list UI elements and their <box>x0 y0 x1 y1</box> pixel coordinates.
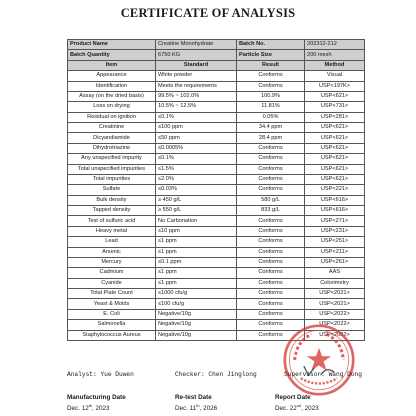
item-cell: Sulfate <box>68 185 156 195</box>
standard-cell: ≤0.03% <box>156 185 237 195</box>
item-cell: Residual on ignition <box>68 112 156 122</box>
table-row <box>68 102 365 112</box>
column-header-row <box>68 60 365 70</box>
retest-date-label: Re-test Date <box>175 394 212 401</box>
table-row <box>68 154 365 164</box>
company-seal-icon <box>281 322 357 398</box>
standard-cell: ≤0.0005% <box>156 143 237 153</box>
method-cell: USP<616> <box>305 206 365 216</box>
method-cell: USP<271> <box>305 216 365 226</box>
analysis-table <box>67 39 365 341</box>
info-value: Creatine Monohydrate <box>156 40 237 50</box>
info-value: 200 mesh <box>305 50 365 60</box>
method-cell: USP<621> <box>305 174 365 184</box>
table-row <box>68 91 365 101</box>
table-row <box>68 309 365 319</box>
info-value: 202312-212 <box>305 40 365 50</box>
standard-cell: 99.5% ~ 102.0% <box>156 91 237 101</box>
method-cell: Colorimetry <box>305 278 365 288</box>
item-cell: Lead <box>68 237 156 247</box>
method-cell: USP<2021> <box>305 289 365 299</box>
table-row <box>68 164 365 174</box>
item-cell: Test of sulfuric acid <box>68 216 156 226</box>
item-cell: Cyanide <box>68 278 156 288</box>
standard-cell: ≤10 ppm <box>156 226 237 236</box>
standard-cell: ≤1.5% <box>156 164 237 174</box>
result-cell: Conforms <box>237 309 305 319</box>
table-row <box>68 268 365 278</box>
table-row <box>68 195 365 205</box>
method-cell: USP<616> <box>305 195 365 205</box>
result-cell: Conforms <box>237 143 305 153</box>
table-row <box>68 81 365 91</box>
standard-cell: ≤0.1 ppm <box>156 257 237 267</box>
table-row <box>68 143 365 153</box>
result-cell: Conforms <box>237 164 305 174</box>
item-cell: Staphylococcus Aureus <box>68 330 156 340</box>
retest-date: Dec. 11th, 2026 <box>175 402 218 412</box>
column-header: Item <box>68 60 156 70</box>
table-row <box>68 226 365 236</box>
result-cell: Conforms <box>237 71 305 81</box>
standard-cell: ≤1 ppm <box>156 268 237 278</box>
method-cell: USP<2022> <box>305 330 365 340</box>
item-cell: Total unspecified impurities <box>68 164 156 174</box>
table-row <box>68 123 365 133</box>
info-label: Batch Quantity <box>68 50 156 60</box>
manufacturing-date: Dec. 12th, 2023 <box>67 402 110 412</box>
standard-cell: Meets the requirements <box>156 81 237 91</box>
standard-cell: ≤0.1% <box>156 112 237 122</box>
standard-cell: ≤0.1% <box>156 154 237 164</box>
item-cell: Dihydrotriazine <box>68 143 156 153</box>
column-header: Standard <box>156 60 237 70</box>
info-label: Batch No. <box>237 40 305 50</box>
result-cell: Conforms <box>237 216 305 226</box>
info-value: 6750 KG <box>156 50 237 60</box>
item-cell: Bulk density <box>68 195 156 205</box>
method-cell: USP<621> <box>305 133 365 143</box>
result-cell: Conforms <box>237 299 305 309</box>
method-cell: USP<231> <box>305 226 365 236</box>
result-cell: Conforms <box>237 174 305 184</box>
report-date: Dec. 22nd, 2023 <box>275 402 319 412</box>
item-cell: Cadmium <box>68 268 156 278</box>
standard-cell: Negative/10g <box>156 330 237 340</box>
method-cell: AAS <box>305 268 365 278</box>
item-cell: Heavy metal <box>68 226 156 236</box>
table-row <box>68 237 365 247</box>
column-header: Method <box>305 60 365 70</box>
standard-cell: Negative/10g <box>156 320 237 330</box>
result-cell: 28.4 ppm <box>237 133 305 143</box>
info-row <box>68 50 365 60</box>
table-row <box>68 299 365 309</box>
method-cell: USP<211> <box>305 247 365 257</box>
result-cell: 100.9% <box>237 91 305 101</box>
table-row <box>68 216 365 226</box>
table-row <box>68 289 365 299</box>
manufacturing-date-label: Manufacturing Date <box>67 394 126 401</box>
table-row <box>68 71 365 81</box>
table-row <box>68 112 365 122</box>
item-cell: Yeast & Molds <box>68 299 156 309</box>
standard-cell: ≤50 ppm <box>156 133 237 143</box>
method-cell: USP<621> <box>305 91 365 101</box>
result-cell: Conforms <box>237 237 305 247</box>
item-cell: E. Coli <box>68 309 156 319</box>
result-cell: Conforms <box>237 185 305 195</box>
table-row <box>68 185 365 195</box>
standard-cell: ≥ 550 g/L <box>156 206 237 216</box>
table-row <box>68 257 365 267</box>
supervisor-name: Wang Dong <box>328 371 362 378</box>
table-row <box>68 206 365 216</box>
table-row <box>68 278 365 288</box>
info-row <box>68 40 365 50</box>
item-cell: Total impurities <box>68 174 156 184</box>
standard-cell: ≤2.0% <box>156 174 237 184</box>
method-cell: USP<221> <box>305 185 365 195</box>
item-cell: Creatinine <box>68 123 156 133</box>
result-cell: Conforms <box>237 278 305 288</box>
item-cell: Appearance <box>68 71 156 81</box>
result-cell: Conforms <box>237 289 305 299</box>
method-cell: USP<261> <box>305 257 365 267</box>
item-cell: Salmonella <box>68 320 156 330</box>
standard-cell: No Carbonation <box>156 216 237 226</box>
document-title: CERTIFICATE OF ANALYSIS <box>120 6 296 20</box>
info-label: Particle Size <box>237 50 305 60</box>
standard-cell: ≤1000 cfu/g <box>156 289 237 299</box>
standard-cell: Negative/10g <box>156 309 237 319</box>
result-cell: 0.05% <box>237 112 305 122</box>
item-cell: Mercury <box>68 257 156 267</box>
item-cell: Assay (on the dried basis) <box>68 91 156 101</box>
method-cell: Visual <box>305 71 365 81</box>
table-row <box>68 247 365 257</box>
table-row <box>68 133 365 143</box>
standard-cell: ≤100 ppm <box>156 123 237 133</box>
method-cell: USP<2022> <box>305 320 365 330</box>
column-header: Result <box>237 60 305 70</box>
method-cell: USP<621> <box>305 143 365 153</box>
method-cell: USP<251> <box>305 237 365 247</box>
item-cell: Arsenic <box>68 247 156 257</box>
result-cell: Conforms <box>237 268 305 278</box>
standard-cell: White powder <box>156 71 237 81</box>
result-cell: Conforms <box>237 81 305 91</box>
standard-cell: ≤100 cfu/g <box>156 299 237 309</box>
info-label: Product Name <box>68 40 156 50</box>
method-cell: USP<2022> <box>305 309 365 319</box>
item-cell: Total Plate Count <box>68 289 156 299</box>
supervisor-label: Supervisor: <box>284 371 329 378</box>
standard-cell: ≥ 450 g/L <box>156 195 237 205</box>
item-cell: Any unspecified impurity <box>68 154 156 164</box>
standard-cell: ≤1 ppm <box>156 237 237 247</box>
result-cell: 580 g/L <box>237 195 305 205</box>
supervisor-signature <box>284 371 362 378</box>
result-cell: Conforms <box>237 257 305 267</box>
table-row <box>68 174 365 184</box>
result-cell: 833 g/L <box>237 206 305 216</box>
result-cell: Conforms <box>237 330 305 340</box>
result-cell: Conforms <box>237 154 305 164</box>
method-cell: USP<621> <box>305 164 365 174</box>
result-cell: 34.4 ppm <box>237 123 305 133</box>
item-cell: Tapped density <box>68 206 156 216</box>
method-cell: USP<2021> <box>305 299 365 309</box>
result-cell: Conforms <box>237 226 305 236</box>
standard-cell: ≤1 ppm <box>156 247 237 257</box>
checker-signature: Checker: Chen Jinglong <box>175 371 257 378</box>
report-date-label: Report Date <box>275 394 311 401</box>
method-cell: USP<731> <box>305 102 365 112</box>
method-cell: USP<197K> <box>305 81 365 91</box>
item-cell: Loss on drying <box>68 102 156 112</box>
result-cell: 11.81% <box>237 102 305 112</box>
result-cell: Conforms <box>237 320 305 330</box>
method-cell: USP<621> <box>305 154 365 164</box>
method-cell: USP<281> <box>305 112 365 122</box>
standard-cell: 10.5% ~ 12.5% <box>156 102 237 112</box>
method-cell: USP<621> <box>305 123 365 133</box>
item-cell: Identification <box>68 81 156 91</box>
analyst-signature: Analyst: Yue Duwen <box>67 371 134 378</box>
result-cell: Conforms <box>237 247 305 257</box>
standard-cell: ≤1 ppm <box>156 278 237 288</box>
item-cell: Dicyandiamide <box>68 133 156 143</box>
